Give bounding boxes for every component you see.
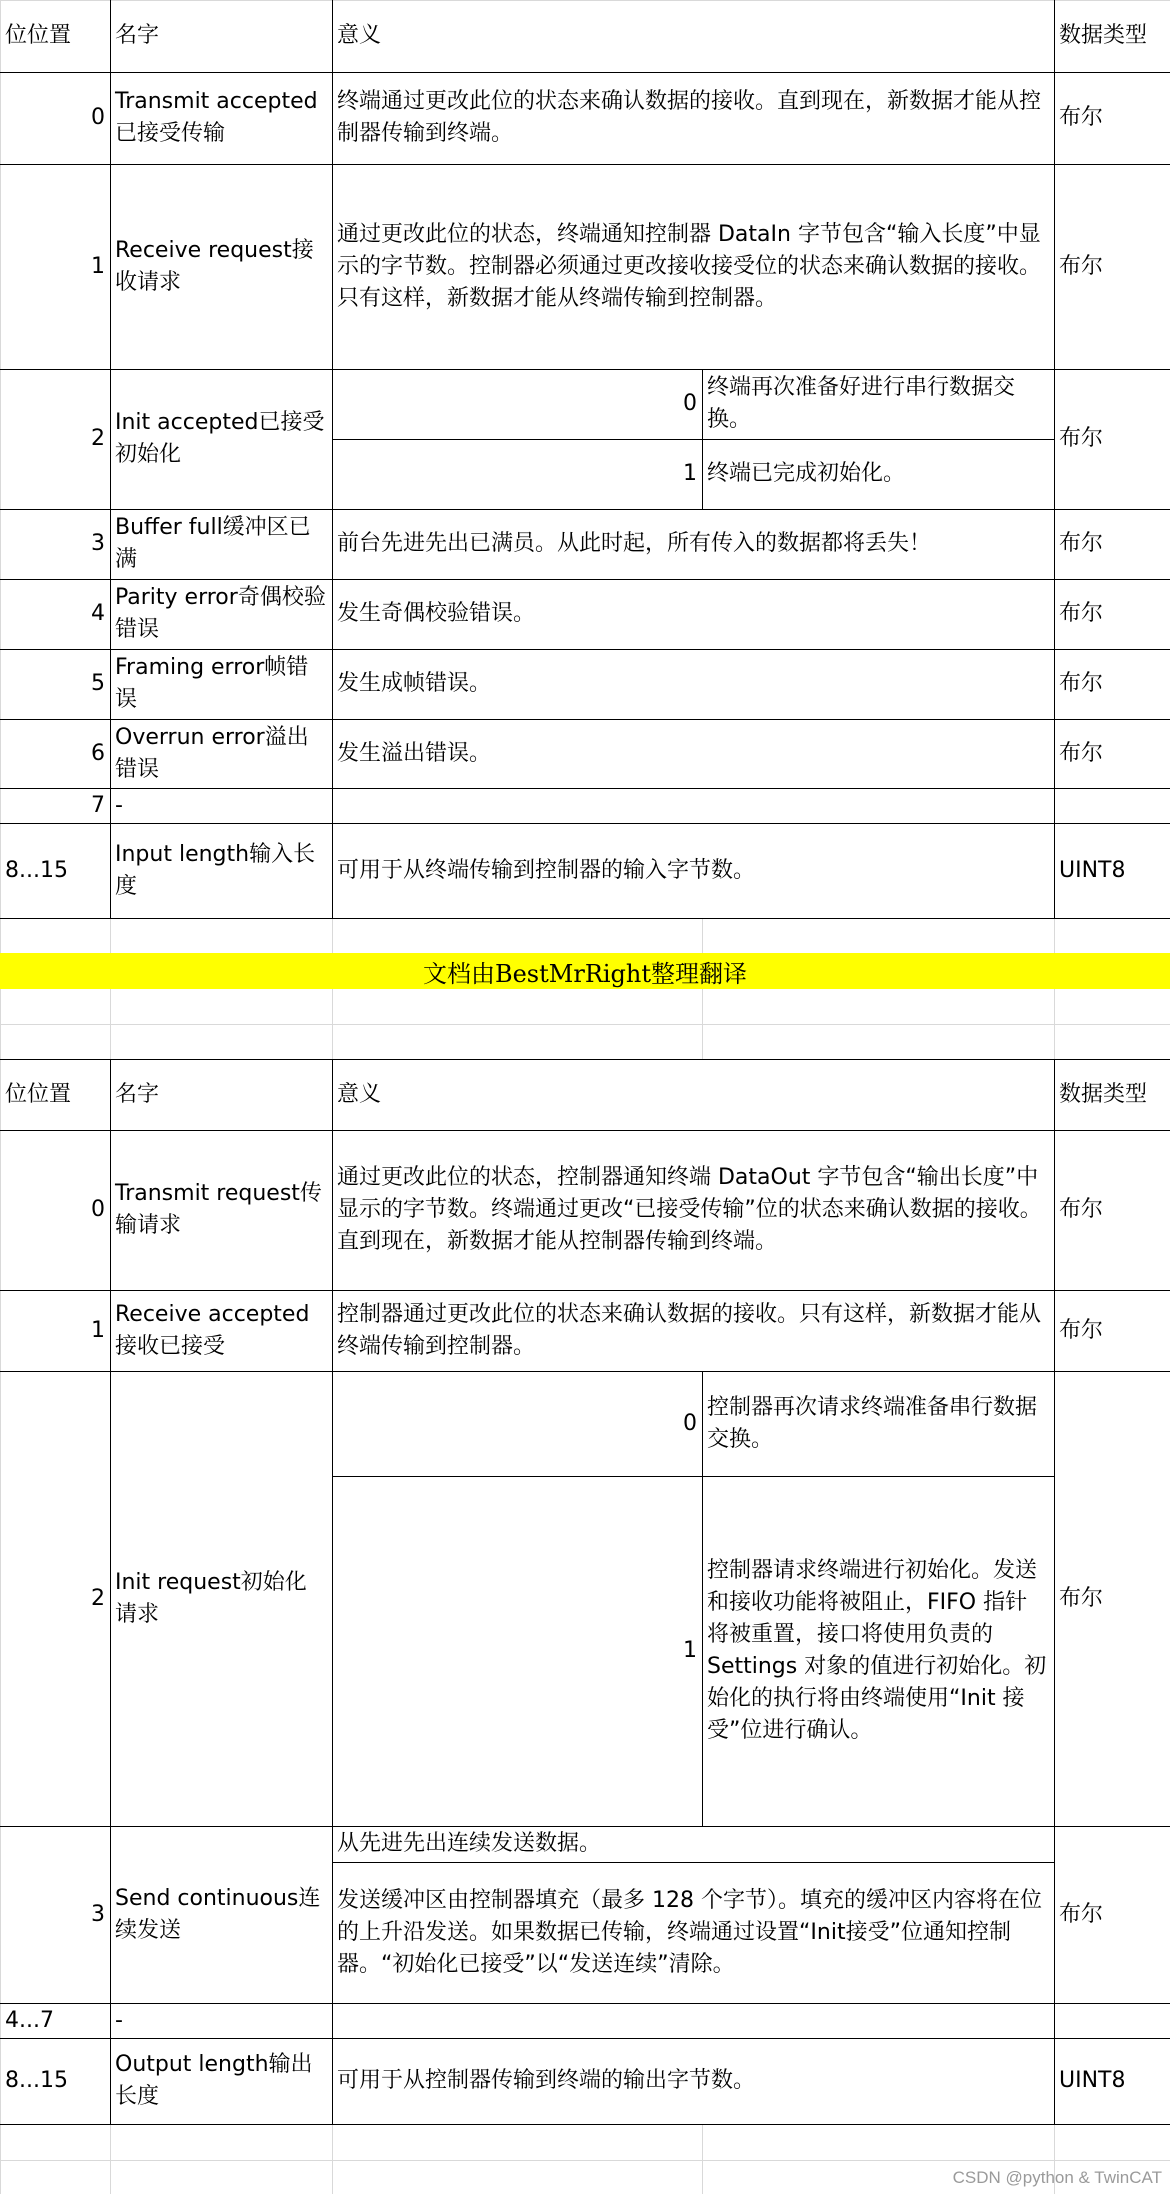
- table-cell-bit: 6: [91, 740, 105, 766]
- table-cell-meaning: 发生成帧错误。: [337, 671, 492, 696]
- table-cell-type: 布尔: [1059, 1197, 1104, 1222]
- table-cell-name: Init accepted已接受初始化: [115, 410, 325, 467]
- table-cell-type: 布尔: [1059, 1585, 1104, 1611]
- table-cell-name: Buffer full缓冲区已满: [115, 515, 311, 572]
- table1-header-name: 名字: [115, 23, 160, 48]
- table-cell-bit: 2: [91, 426, 105, 451]
- table2-header-type: 数据类型: [1059, 1081, 1148, 1107]
- table1-header-type: 数据类型: [1059, 23, 1148, 48]
- table-cell-type: [1054, 788, 1170, 823]
- table-cell-sub-text: 控制器再次请求终端准备串行数据交换。: [707, 1394, 1038, 1452]
- table-cell-bit: 8...15: [5, 857, 68, 883]
- table-cell-sub-value: 1: [683, 1638, 697, 1663]
- table-cell-name: Send continuous连续发送: [115, 1885, 321, 1943]
- table-cell-bit: 0: [91, 1197, 105, 1222]
- table-cell-name: Transmit accepted已接受传输: [115, 89, 318, 146]
- table-cell-meaning: 发生奇偶校验错误。: [337, 601, 536, 626]
- table-cell-type: 布尔: [1059, 671, 1104, 696]
- table-cell-meaning: [332, 2003, 1054, 2038]
- table-cell-meaning: 可用于从终端传输到控制器的输入字节数。: [337, 857, 756, 883]
- table-cell-sub-text: 终端已完成初始化。: [707, 461, 906, 486]
- table-cell-meaning: 发送缓冲区由控制器填充（最多 128 个字节）。填充的缓冲区内容将在位的上升沿发送。如果数据已传输，终端通过设置“Init接受”位通知控制器。“初始化已接受”以“发送连续”清除。: [337, 1887, 1042, 1977]
- table-cell-sub-value: 0: [683, 391, 697, 416]
- table-cell-type: [1054, 2003, 1170, 2038]
- table-cell-type: UINT8: [1059, 857, 1126, 883]
- table-cell-name: Parity error奇偶校验错误: [115, 585, 326, 642]
- table-cell-type: UINT8: [1059, 2068, 1126, 2093]
- table-cell-bit: 7: [91, 792, 105, 818]
- table-cell-name: Overrun error溢出错误: [115, 724, 309, 782]
- table-cell-bit: 3: [91, 1901, 105, 1927]
- table2-header-meaning: 意义: [337, 1081, 382, 1107]
- table-cell-name: Framing error帧错误: [115, 655, 309, 712]
- table-cell-sub-value: 1: [683, 461, 697, 486]
- table-cell-type: 布尔: [1059, 426, 1104, 451]
- table-cell-type: 布尔: [1059, 1901, 1104, 1927]
- table-cell-meaning: 可用于从控制器传输到终端的输出字节数。: [337, 2068, 756, 2093]
- table-cell-meaning: 从先进先出连续发送数据。: [337, 1831, 602, 1856]
- table-cell-sub-text: 控制器请求终端进行初始化。发送和接收功能将被阻止，FIFO 指针将被重置，接口将使用负责的 Settings 对象的值进行初始化。初始化的执行将由终端使用“Init 接受”位进行确认。: [707, 1558, 1047, 1743]
- table-cell-type: 布尔: [1059, 253, 1104, 279]
- table-cell-meaning: [332, 788, 1054, 823]
- table-cell-name: Transmit request传输请求: [115, 1181, 322, 1238]
- watermark: CSDN @python & TwinCAT: [952, 2168, 1162, 2187]
- table1-header-meaning: 意义: [337, 23, 382, 48]
- table-cell-bit: 8...15: [5, 2068, 68, 2093]
- table2-header-name: 名字: [115, 1081, 160, 1107]
- table-cell-meaning: 发生溢出错误。: [337, 740, 492, 766]
- table-cell-bit: 1: [91, 1317, 105, 1343]
- table-cell-sub-value: 0: [683, 1410, 697, 1436]
- table-cell-bit: 0: [91, 105, 105, 130]
- table-cell-name: Init request初始化请求: [115, 1569, 307, 1627]
- table-cell-name: Receive accepted接收已接受: [115, 1301, 310, 1359]
- table-cell-sub-text: 终端再次准备好进行串行数据交换。: [707, 375, 1016, 432]
- table-cell-name: Output length输出长度: [115, 2052, 313, 2109]
- table-cell-meaning: 前台先进先出已满员。从此时起，所有传入的数据都将丢失！: [337, 531, 932, 556]
- table-cell-bit: 4...7: [5, 2007, 54, 2033]
- table-cell-type: 布尔: [1059, 105, 1104, 130]
- table1-header-bit: 位位置: [5, 23, 72, 48]
- table2-header-bit: 位位置: [5, 1081, 72, 1107]
- table-cell-bit: 4: [91, 601, 105, 626]
- translation-banner: 文档由BestMrRight整理翻译: [0, 953, 1170, 989]
- table-cell-meaning: 控制器通过更改此位的状态来确认数据的接收。只有这样，新数据才能从终端传输到控制器。: [337, 1301, 1042, 1359]
- table-cell-type: 布尔: [1059, 601, 1104, 626]
- table-cell-bit: 5: [91, 671, 105, 696]
- table-cell-meaning: 通过更改此位的状态，控制器通知终端 DataOut 字节包含“输出长度”中显示的字节数。终端通过更改“已接受传输”位的状态来确认数据的接收。直到现在，新数据才能从控制器传输到终端。: [337, 1165, 1042, 1254]
- table-cell-bit: 1: [91, 253, 105, 279]
- table-cell-meaning: 通过更改此位的状态，终端通知控制器 DataIn 字节包含“输入长度”中显示的字节数。控制器必须通过更改接收接受位的状态来确认数据的接收。只有这样，新数据才能从终端传输到控制器。: [337, 221, 1042, 311]
- table-cell-name: -: [115, 792, 123, 818]
- table-cell-meaning: 终端通过更改此位的状态来确认数据的接收。直到现在，新数据才能从控制器传输到终端。: [337, 89, 1042, 146]
- table-cell-name: -: [115, 2007, 123, 2033]
- table-cell-name: Input length输入长度: [115, 841, 316, 899]
- table-cell-bit: 3: [91, 531, 105, 556]
- table-cell-type: 布尔: [1059, 531, 1104, 556]
- table-cell-bit: 2: [91, 1585, 105, 1611]
- table-cell-name: Receive request接收请求: [115, 237, 314, 295]
- table-cell-type: 布尔: [1059, 1317, 1104, 1343]
- table-cell-type: 布尔: [1059, 740, 1104, 766]
